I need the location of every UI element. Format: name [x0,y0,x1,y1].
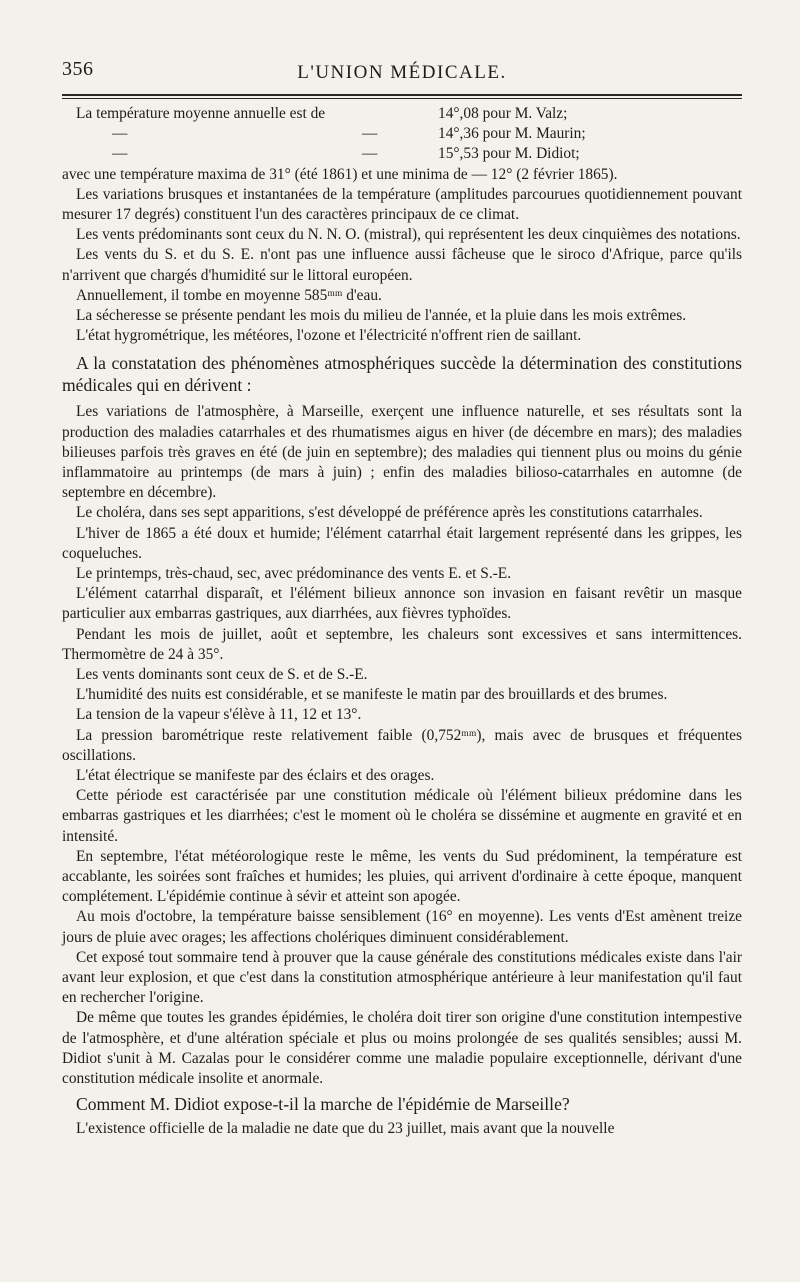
paragraph: L'état électrique se manifeste par des éclairs et des orages. [76,767,435,785]
paragraph: Pendant les mois de juillet, août et septembre, les chaleurs sont excessives et sans intermittences. Thermomètre de 24 à 35°. [62,625,742,663]
paragraph: L'existence officielle de la maladie ne date que du 23 juillet, mais avant que la nouvelle [76,1120,615,1138]
paragraph: Le choléra, dans ses sept apparitions, s'est développé de préférence après les constitutions catarrhales. [76,504,703,522]
paragraph: Cette période est caractérisée par une constitution médicale où l'élément bilieux prédomine dans les embarras gastriques et les diarrhées; c'est le moment où le choléra se dissémine et augmente en gravité et en intensité. [62,787,742,845]
paragraph: L'humidité des nuits est considérable, et se manifeste le matin par des brouillards et des brumes. [76,686,668,704]
paragraph: Annuellement, il tombe en moyenne 585ᵐᵐ d'eau. [76,286,382,304]
ditto-dash: — [362,125,378,143]
ditto-dash: — [362,145,378,163]
temperature-value: 14°,08 pour M. Valz; [438,105,568,122]
paragraph: Au mois d'octobre, la température baisse sensiblement (16° en moyenne). Les vents d'Est amènent treize jours de pluie avec orages; les affections cholériques diminuent considérablement. [62,908,742,946]
temperature-row [62,124,742,144]
question-heading: Comment M. Didiot expose-t-il la marche de l'épidémie de Marseille? [76,1094,570,1115]
temperature-value: 15°,53 pour M. Didiot; [438,145,580,163]
body-text [62,104,742,1140]
paragraph: La tension de la vapeur s'élève à 11, 12 et 13°. [76,706,362,724]
running-head: L'UNION MÉDICALE. [297,62,507,83]
temperature-lead-text: La température moyenne annuelle est de [76,105,326,122]
paragraph: Les vents du S. et du S. E. n'ont pas une influence aussi fâcheuse que le siroco d'Afrique, parce qu'ils n'arrivent que chargés d'humidité sur le littoral européen. [62,246,742,284]
paragraph: Les vents dominants sont ceux de S. et de S.-E. [76,666,368,684]
ditto-dash: — [112,145,128,163]
page-number: 356 [62,58,94,80]
ditto-dash: — [112,125,128,143]
paragraph: Les variations brusques et instantanées de la température (amplitudes parcourues quotidiennement pouvant mesurer 17 degrés) constituent l'un des caractères principaux de ce climat. [62,185,742,223]
paragraph: L'état hygrométrique, les météores, l'ozone et l'électricité n'offrent rien de saillant. [76,327,582,345]
paragraph: Les vents prédominants sont ceux du N. N. O. (mistral), qui représentent les deux cinquièmes des notations. [76,226,741,244]
temperature-row [62,104,742,124]
paragraph: avec une température maxima de 31° (été 1861) et une minima de — 12° (2 février 1865). [62,165,618,183]
page-header [62,58,742,90]
temperature-table [62,104,742,165]
paragraph: Cet exposé tout sommaire tend à prouver que la cause générale des constitutions médicales existe dans l'air avant leur explosion, et que c'est dans la constitution atmosphérique antérieure à leur manifestation qu'il faut en rechercher l'origine. [62,948,742,1007]
paragraph: Les variations de l'atmosphère, à Marseille, exerçent une influence naturelle, et ses résultats sont la production des maladies catarrhales et des rhumatismes aigus en hiver (de décembre en mars); des maladies bilieuses parfois très graves en été (de juin en septembre); des maladies qui tiennent plus ou moins du génie inflammatoire au printemps (de mars à juin) ; enfin des maladies bilioso-catarrhales en automne (de septembre en décembre). [62,403,742,502]
paragraph: L'élément catarrhal disparaît, et l'élément bilieux annonce son invasion en faisant revêtir un masque particulier aux embarras gastriques, aux diarrhées, aux fièvres typhoïdes. [62,585,742,623]
temperature-value: 14°,36 pour M. Maurin; [438,125,586,143]
header-rule [62,94,742,99]
paragraph: La pression barométrique reste relativement faible (0,752ᵐᵐ), mais avec de brusques et fréquentes oscillations. [62,726,742,764]
paragraph: De même que toutes les grandes épidémies, le choléra doit tirer son origine d'une constitution intempestive de l'atmosphère, et d'une altération spéciale et plus ou moins prolongée de ses qualités sensibles; aussi M. Didiot s'unit à M. Cazalas pour le considérer comme une maladie populaire exceptionnelle, dérivant d'une constitution médicale insolite et anormale. [62,1009,742,1088]
temperature-row [62,144,742,164]
paragraph: Le printemps, très-chaud, sec, avec prédominance des vents E. et S.-E. [76,565,512,583]
section-heading: A la constatation des phénomènes atmosphériques succède la détermination des constitutions médicales qui en dérivent : [62,353,742,396]
paragraph: La sécheresse se présente pendant les mois du milieu de l'année, et la pluie dans les mois extrêmes. [76,306,687,324]
paragraph: En septembre, l'état météorologique reste le même, les vents du Sud prédominent, la température est accablante, les soirées sont fraîches et humides; les pluies, qui arrivent d'ordinaire à cette époque, manquent complétement. L'épidémie continue à sévir et atteint son apogée. [62,847,742,906]
paragraph: L'hiver de 1865 a été doux et humide; l'élément catarrhal était largement représenté dans les grippes, les coqueluches. [62,524,742,562]
